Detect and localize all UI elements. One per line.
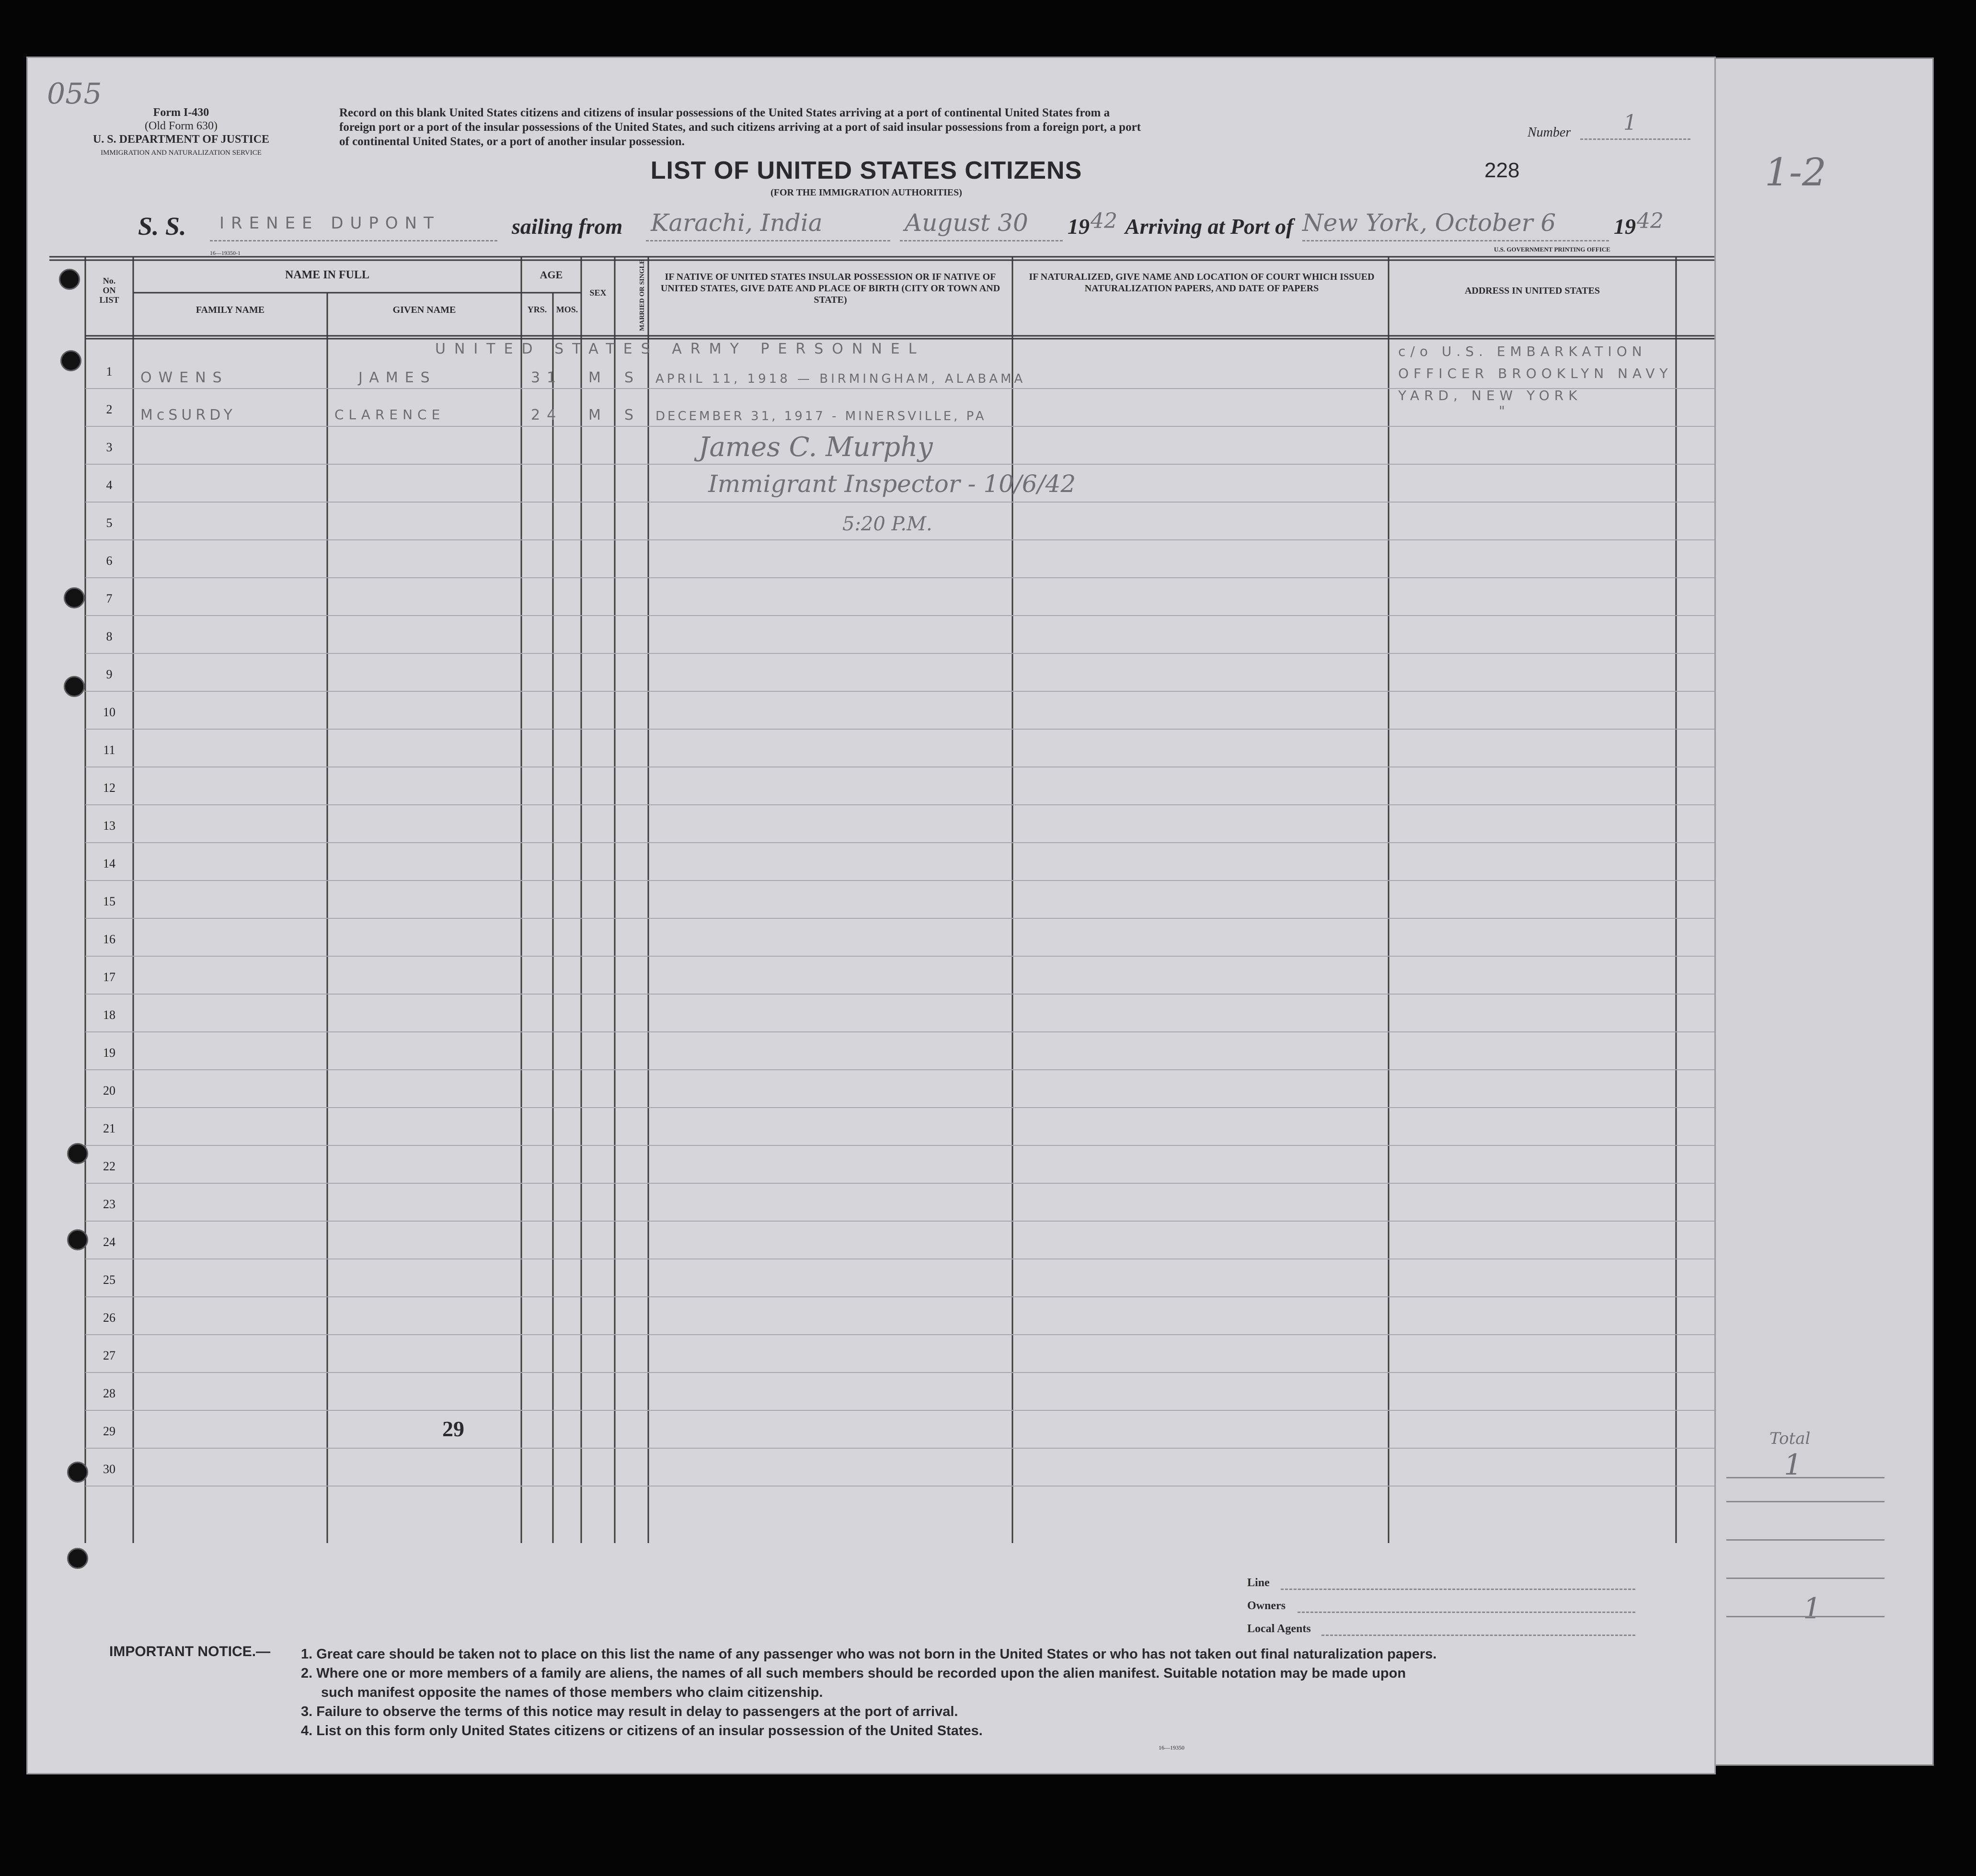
sex: M <box>588 407 608 423</box>
instruction-line: Record on this blank United States citizens and citizens of insular possessions of the United States arriving at a port of continental United States from a <box>339 106 1110 119</box>
arrival-port: New York, October 6 <box>1302 209 1556 237</box>
side-rule <box>1726 1616 1884 1617</box>
footer-agents-label: Local Agents <box>1247 1623 1311 1635</box>
row-number: 23 <box>103 1197 115 1211</box>
age: 31 <box>531 369 563 386</box>
birth-info: DECEMBER 31, 1917 - MINERSVILLE, PA <box>655 409 987 423</box>
inspector-title: Immigrant Inspector - 10/6/42 <box>708 470 1076 498</box>
row-number: 8 <box>106 629 113 643</box>
address <box>1398 341 1673 407</box>
stamp-29: 29 <box>442 1417 464 1441</box>
footer-agents-rule <box>1321 1635 1635 1636</box>
ss-label: S. S. <box>138 212 186 240</box>
given-name: JAMES <box>358 369 437 386</box>
address-line: YARD, NEW YORK <box>1398 388 1582 403</box>
inspector-signature: James C. Murphy <box>699 432 933 463</box>
col-name: NAME IN FULL <box>285 269 369 281</box>
printing-office: U.S. GOVERNMENT PRINTING OFFICE <box>1494 246 1610 253</box>
row-number: 21 <box>103 1121 115 1135</box>
row-number: 12 <box>103 781 115 795</box>
row-number: 22 <box>103 1159 115 1173</box>
notice-heading: IMPORTANT NOTICE.— <box>109 1644 271 1659</box>
notice-items <box>301 1645 1690 1740</box>
row-number: 11 <box>103 743 115 757</box>
col-given: GIVEN NAME <box>392 305 456 315</box>
row-number: 5 <box>106 516 113 530</box>
address-line: c/o U.S. EMBARKATION <box>1398 343 1647 359</box>
side-rule <box>1726 1539 1884 1541</box>
col-no-1: No. <box>103 276 116 286</box>
inspection-time: 5:20 P.M. <box>842 513 932 535</box>
row-number: 13 <box>103 819 115 833</box>
footer-owners-rule <box>1298 1612 1635 1613</box>
row-number: 9 <box>106 667 113 681</box>
sailing-from: Karachi, India <box>651 209 823 237</box>
page-number: 228 <box>1484 159 1520 182</box>
row-number: 24 <box>103 1235 115 1249</box>
year-prefix-2: 19 <box>1614 214 1636 239</box>
age: 24 <box>531 407 563 423</box>
row-number: 17 <box>103 970 115 984</box>
marital-status: S <box>624 369 641 386</box>
notice-item: 2. Where one or more members of a family are aliens, the names of all such members should be recorded upon the alien manifest. Suitable notation may be made upon <box>301 1666 1406 1681</box>
year-prefix: 19 <box>1068 214 1090 239</box>
binder-hole <box>67 1548 88 1569</box>
col-family: FAMILY NAME <box>195 305 265 315</box>
sex: M <box>588 369 608 386</box>
notice-item: 1. Great care should be taken not to place on this list the name of any passenger who was not born in the United States or who has not taken out final naturalization papers. <box>301 1647 1437 1662</box>
arriving-label: Arriving at Port of <box>1125 214 1294 239</box>
footer-owners-label: Owners <box>1247 1600 1286 1612</box>
row-number: 7 <box>106 592 113 606</box>
instruction-line: foreign port or a port of the insular possessions of the United States, and such citizens arriving at a port of said insular possessions from a foreign port, a port <box>339 121 1141 134</box>
side-rule <box>1726 1578 1884 1579</box>
second-sheet <box>1706 57 1934 1766</box>
row-number: 6 <box>106 554 113 568</box>
form-id: Form I-430 <box>153 106 209 119</box>
row-number: 20 <box>103 1084 115 1098</box>
col-age: AGE <box>540 269 563 281</box>
corner-mark-right: 1-2 <box>1765 150 1827 194</box>
row-number: 4 <box>106 478 113 492</box>
given-name: CLARENCE <box>334 407 445 423</box>
binder-hole <box>60 350 81 371</box>
binder-hole <box>67 1143 88 1164</box>
form-old: (Old Form 630) <box>145 120 218 132</box>
notice-item: 4. List on this form only United States citizens or citizens of an insular possession of the United States. <box>301 1723 983 1739</box>
ship-name: IRENEE DUPONT <box>219 214 440 233</box>
side-total-value-2: 1 <box>1803 1592 1822 1625</box>
row-number: 2 <box>106 402 113 416</box>
family-name: OWENS <box>140 369 229 386</box>
binder-hole <box>59 269 80 290</box>
form-dept: U. S. DEPARTMENT OF JUSTICE <box>92 133 270 146</box>
address-line: OFFICER BROOKLYN NAVY <box>1398 366 1673 381</box>
notice-item: 3. Failure to observe the terms of this notice may result in delay to passengers at the port of arrival. <box>301 1704 958 1719</box>
row-number: 27 <box>103 1349 115 1362</box>
depart-year: 42 <box>1091 209 1117 233</box>
printer-code: 16—19350-1 <box>210 250 241 256</box>
side-rule <box>1726 1477 1884 1478</box>
page-title: LIST OF UNITED STATES CITIZENS <box>650 157 1082 184</box>
birth-info: APRIL 11, 1918 — BIRMINGHAM, ALABAMA <box>655 372 1026 386</box>
binder-hole <box>67 1229 88 1250</box>
arrive-year: 42 <box>1637 209 1664 233</box>
row-number: 25 <box>103 1273 115 1287</box>
number-label: Number <box>1528 125 1571 140</box>
col-married: MARRIED OR SINGLE <box>639 259 646 331</box>
marital-status: S <box>624 407 641 423</box>
col-sex: SEX <box>589 288 607 297</box>
form-service: IMMIGRATION AND NATURALIZATION SERVICE <box>101 149 262 157</box>
col-yrs: YRS. <box>527 305 547 314</box>
address-ditto: " <box>1499 403 1512 419</box>
footer-line-label: Line <box>1247 1577 1270 1589</box>
binder-hole <box>64 676 85 697</box>
col-address: ADDRESS IN UNITED STATES <box>1464 286 1600 296</box>
col-no-3: LIST <box>99 295 119 305</box>
corner-mark-left: 055 <box>47 77 102 111</box>
row-number: 30 <box>103 1462 115 1476</box>
depart-date: August 30 <box>905 209 1028 237</box>
row-number: 16 <box>103 932 115 946</box>
side-rule <box>1726 1501 1884 1502</box>
binder-hole <box>67 1462 88 1483</box>
row-number: 14 <box>103 857 115 870</box>
row-number: 26 <box>103 1311 115 1325</box>
instruction-line: of continental United States, or a port of another insular possession. <box>339 135 685 148</box>
col-native: IF NATIVE OF UNITED STATES INSULAR POSSESSION OR IF NATIVE OF UNITED STATES, GIVE DATE AND PLACE OF BIRTH (CITY OR TOWN AND STATE) <box>660 272 1000 305</box>
row-number: 18 <box>103 1008 115 1022</box>
col-no <box>85 276 133 305</box>
binder-hole <box>64 587 85 608</box>
notice-item: such manifest opposite the names of those members who claim citizenship. <box>321 1685 823 1700</box>
section-note: UNITED STATES ARMY PERSONNEL <box>435 341 925 357</box>
sailing-label: sailing from <box>512 214 623 239</box>
number-value: 1 <box>1623 111 1637 135</box>
col-naturalized: IF NATURALIZED, GIVE NAME AND LOCATION OF COURT WHICH ISSUED NATURALIZATION PAPERS, AND DATE OF PAPERS <box>1029 272 1375 294</box>
notice-code: 16—19350 <box>1159 1744 1184 1751</box>
footer-line-rule <box>1281 1589 1635 1590</box>
row-number: 28 <box>103 1386 115 1400</box>
side-total-value: 1 <box>1784 1448 1803 1482</box>
side-total-label: Total <box>1769 1429 1811 1448</box>
row-number: 3 <box>106 440 113 454</box>
row-number: 19 <box>103 1046 115 1060</box>
row-number: 10 <box>103 705 115 719</box>
row-number: 15 <box>103 894 115 908</box>
row-number: 1 <box>106 365 113 378</box>
family-name: McSURDY <box>140 407 237 423</box>
page-subtitle: (FOR THE IMMIGRATION AUTHORITIES) <box>770 187 962 198</box>
col-no-2: ON <box>103 286 116 295</box>
col-mos: MOS. <box>556 305 578 314</box>
row-number: 29 <box>103 1424 115 1438</box>
manifest-sheet <box>26 57 1716 1774</box>
